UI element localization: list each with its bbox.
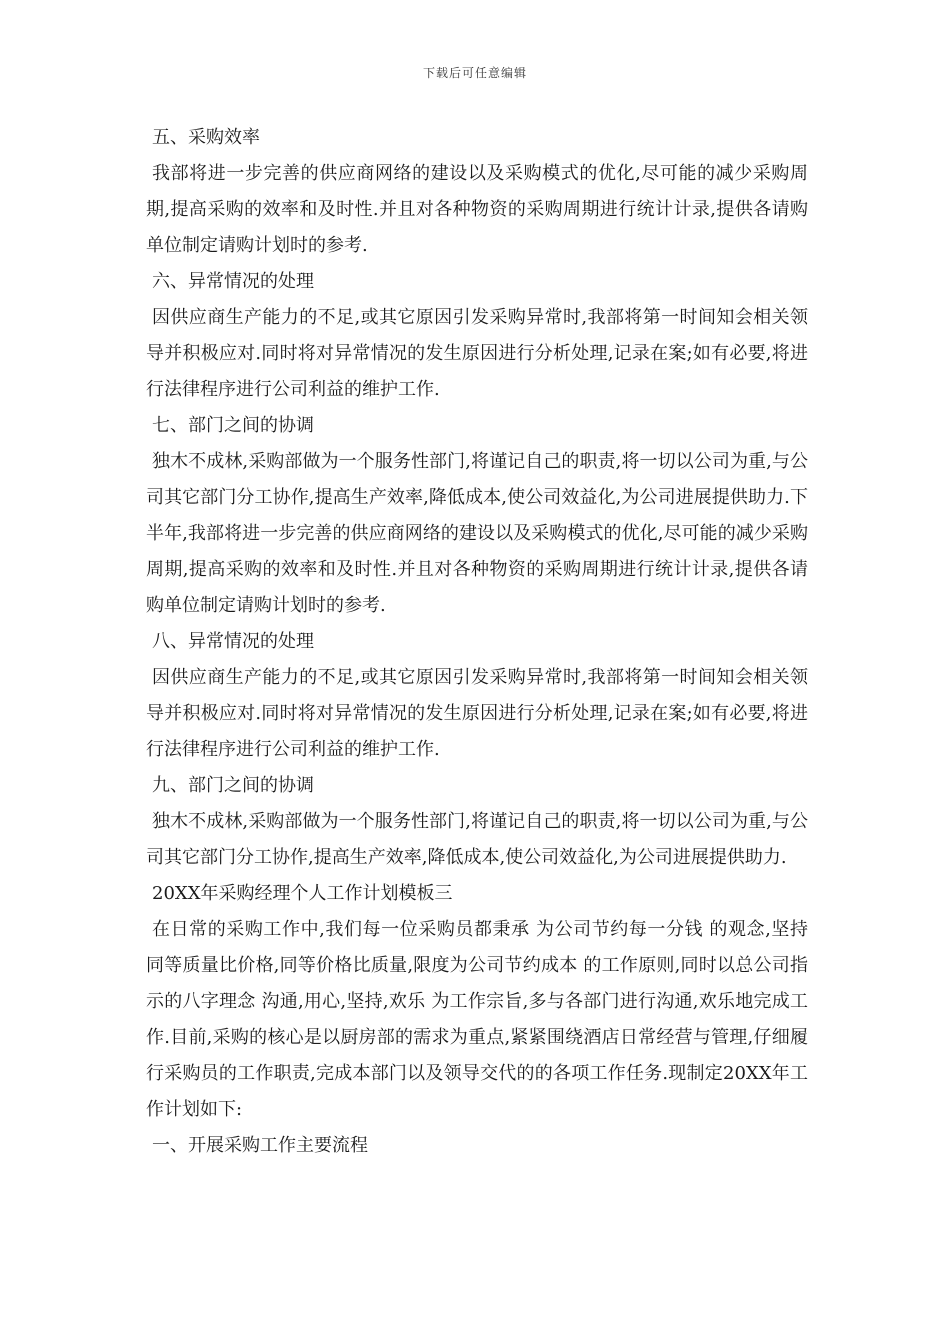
paragraph: 因供应商生产能力的不足,或其它原因引发采购异常时,我部将第一时间知会相关领导并积极应对.同时将对异常情况的发生原因进行分析处理,记录在案;如有必要,将进行法律程序进行公司利益的维护工作. [146,667,808,760]
section-heading: 九、部门之间的协调 [152,775,314,796]
section-heading: 七、部门之间的协调 [152,415,314,436]
paragraph: 独木不成林,采购部做为一个服务性部门,将谨记自己的职责,将一切以公司为重,与公司其它部门分工协作,提高生产效率,降低成本,使公司效益化,为公司进展提供助力. [146,811,808,868]
template-title: 20XX年采购经理个人工作计划模板三 [152,883,453,904]
paragraph: 我部将进一步完善的供应商网络的建设以及采购模式的优化,尽可能的减少采购周期,提高采购的效率和及时性.并且对各种物资的采购周期进行统计计录,提供各请购单位制定请购计划时的参考. [146,163,808,256]
paragraph: 独木不成林,采购部做为一个服务性部门,将谨记自己的职责,将一切以公司为重,与公司其它部门分工协作,提高生产效率,降低成本,使公司效益化,为公司进展提供助力.下半年,我部将进一步完善的供应商网络的建设以及采购模式的优化,尽可能的减少采购周期,提高采购的效率和及时性.并且对各种物资的采购周期进行统计计录,提供各请购单位制定请购计划时的参考. [146,451,808,616]
page-header: 下载后可任意编辑 [422,66,527,80]
section-heading: 六、异常情况的处理 [152,271,314,292]
section-heading: 一、开展采购工作主要流程 [152,1135,368,1156]
paragraph: 在日常的采购工作中,我们每一位采购员都秉承 为公司节约每一分钱 的观念,坚持 同等质量比价格,同等价格比质量,限度为公司节约成本 的工作原则,同时以总公司指示的八字理念 沟通,用心,坚持,欢乐 为工作宗旨,多与各部门进行沟通,欢乐地完成工作.目前,采购的核心是以厨房部的需求为重点,紧紧围绕酒店日常经营与管理,仔细履行采购员的工作职责,完成本部门以及领导交代的的各项工作任务.现制定20XX年工作计划如下: [146,919,808,1120]
document-body [146,120,808,1164]
section-heading: 五、采购效率 [152,127,260,148]
paragraph: 因供应商生产能力的不足,或其它原因引发采购异常时,我部将第一时间知会相关领导并积极应对.同时将对异常情况的发生原因进行分析处理,记录在案;如有必要,将进行法律程序进行公司利益的维护工作. [146,307,808,400]
section-heading: 八、异常情况的处理 [152,631,314,652]
